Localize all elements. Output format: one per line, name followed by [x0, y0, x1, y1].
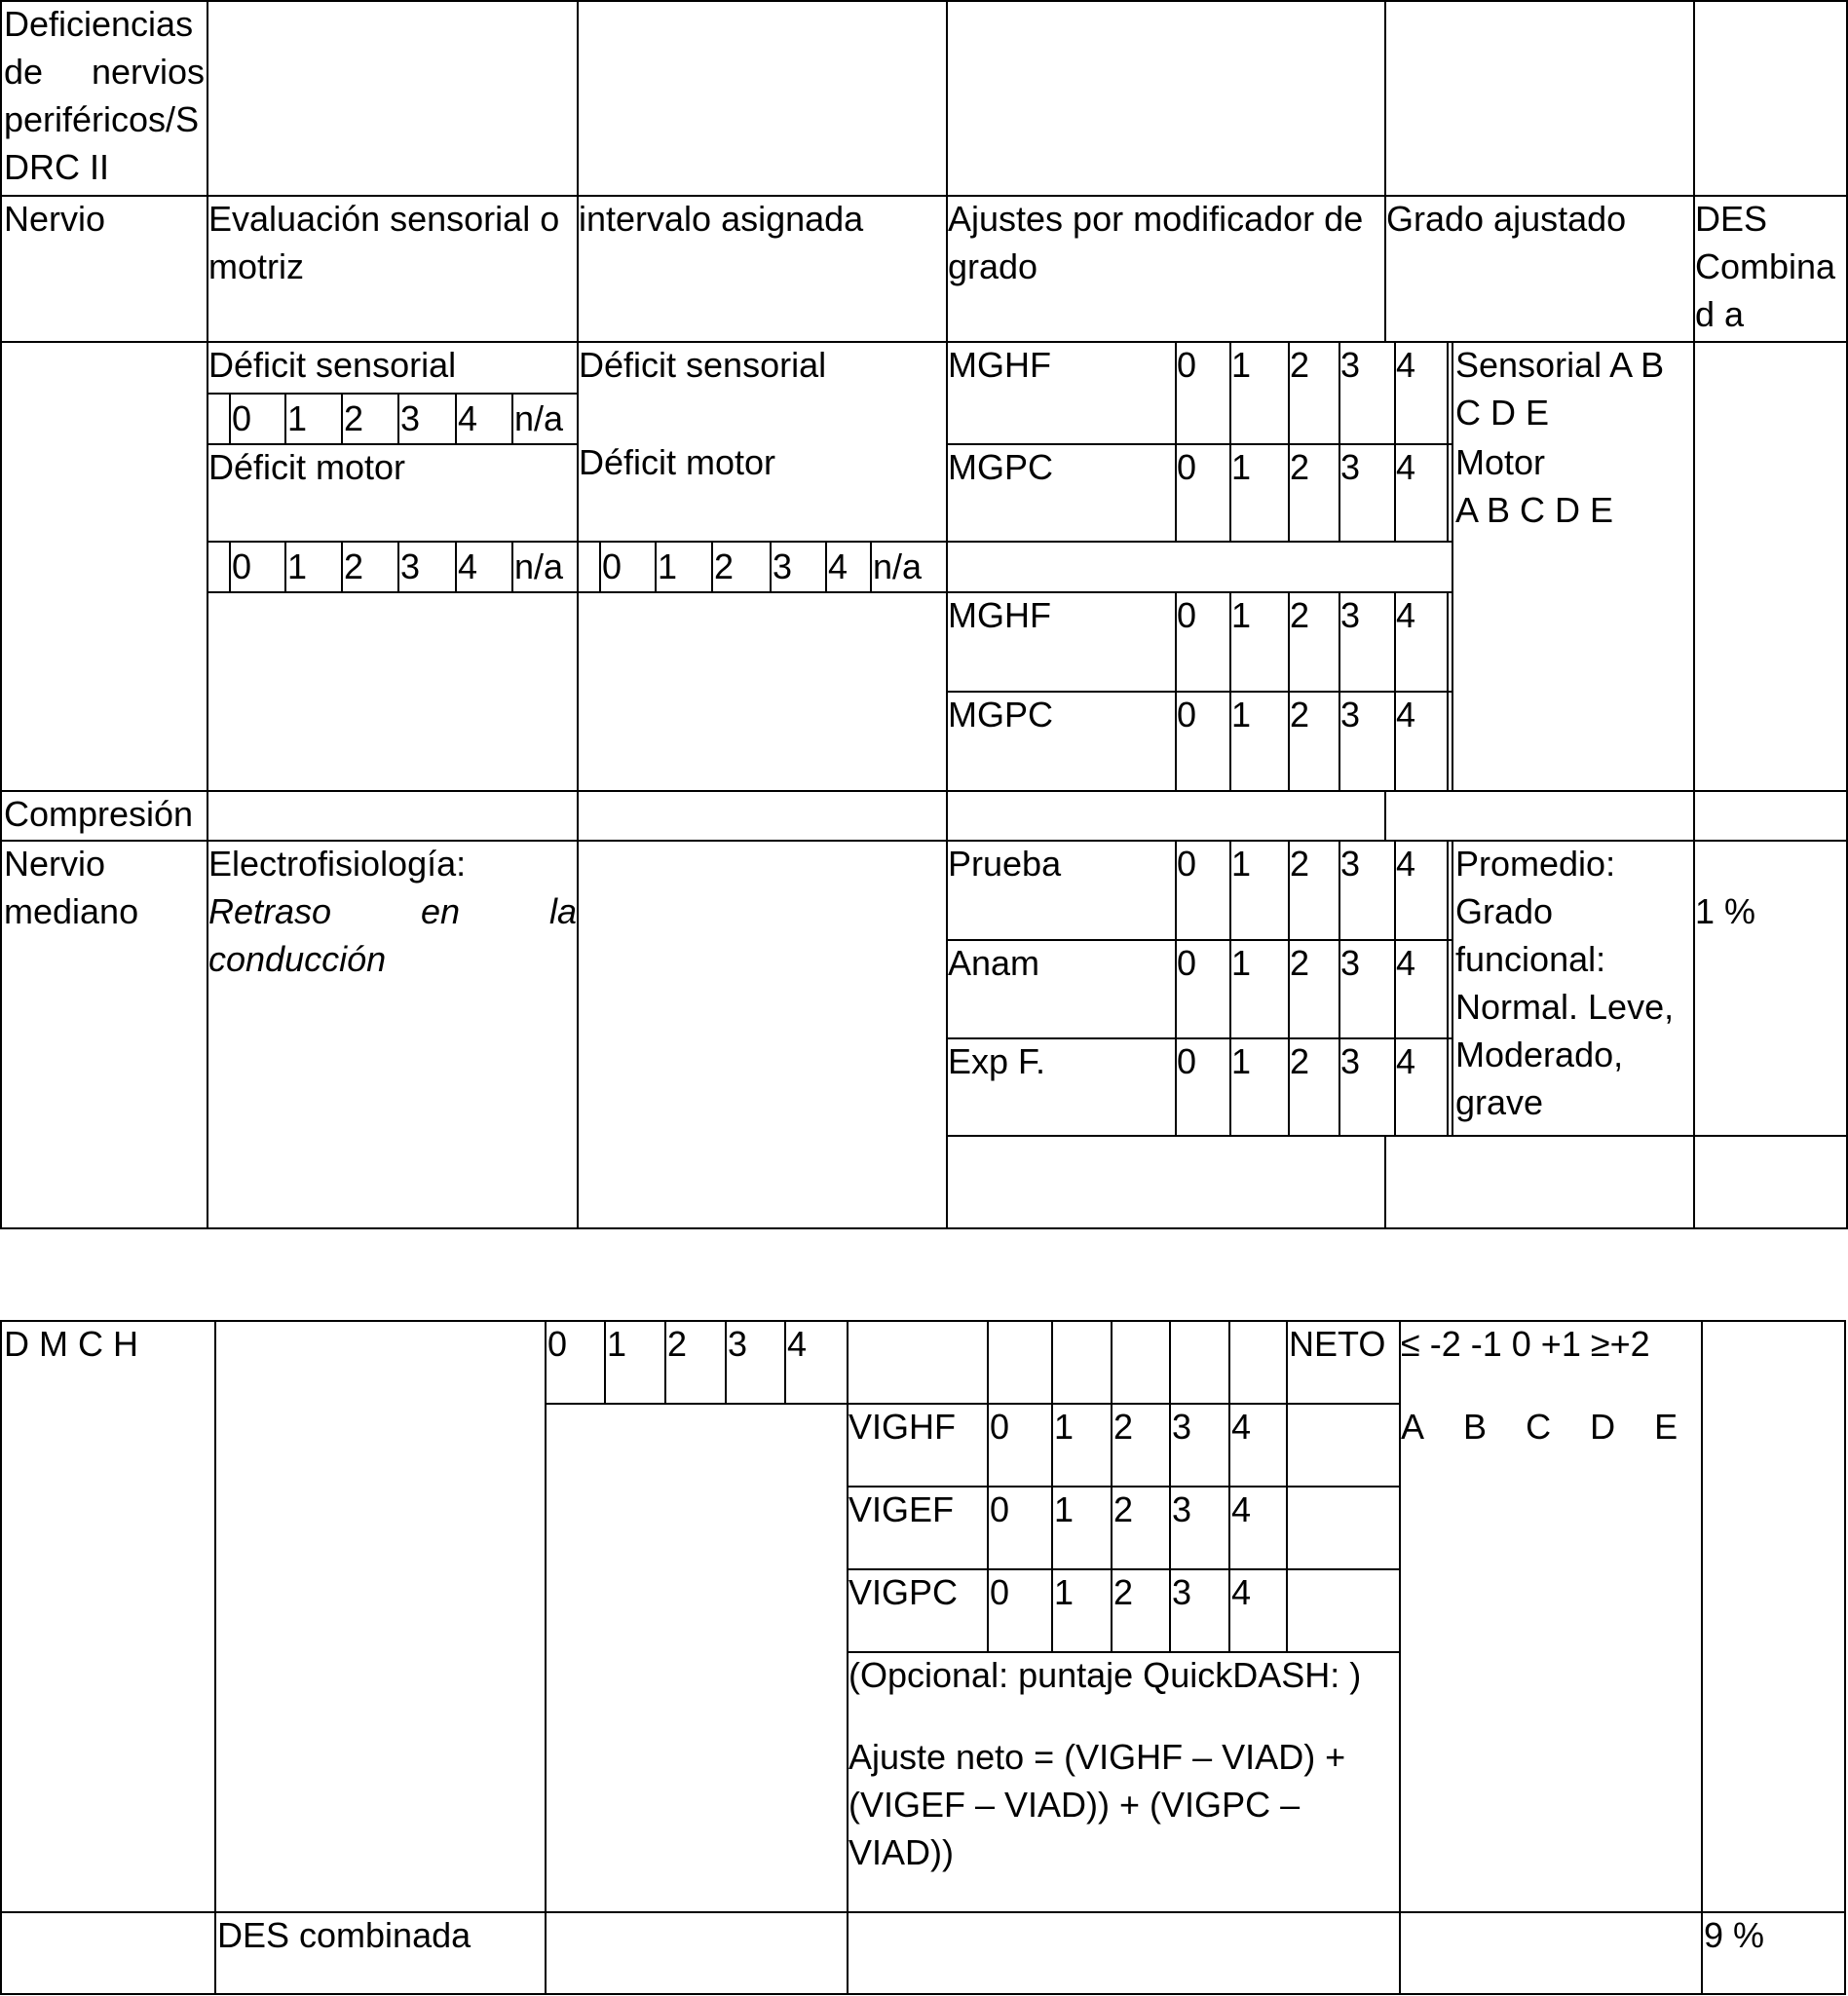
- scale-cell: 2: [1113, 1572, 1134, 1612]
- scale-cell: 2: [1113, 1489, 1134, 1529]
- scale-cell: n/a: [873, 546, 923, 586]
- col-ajustes-header: Ajustes por modificador de grado: [948, 199, 1364, 286]
- scale-cell: 4: [787, 1324, 808, 1364]
- col-nervio-header: Nervio: [4, 199, 106, 239]
- scale-cell: 2: [344, 398, 364, 438]
- scale-cell: 1: [607, 1324, 627, 1364]
- grado-sensorial: Sensorial A B C D E Motor A B C D E: [1455, 345, 1665, 530]
- neto-range: ≤ -2 -1 0 +1 ≥+2: [1401, 1324, 1650, 1364]
- scale-cell: 2: [1290, 447, 1310, 487]
- scale-cell: 3: [1340, 595, 1361, 635]
- scale-cell: 4: [1396, 595, 1416, 635]
- scale-cell: 3: [1340, 695, 1361, 734]
- col-grado-ajustado-header: Grado ajustado: [1386, 199, 1627, 239]
- scale-cell: 1: [658, 546, 678, 586]
- scale-cell: 3: [1340, 844, 1361, 884]
- col-intervalo-header: intervalo asignada: [579, 199, 864, 239]
- des-combinada-value: 9 %: [1704, 1915, 1765, 1955]
- scale-cell: 1: [1231, 345, 1252, 385]
- des-combinada-label: DES combinada: [217, 1915, 471, 1955]
- electrofisiologia: Electrofisiología: Retraso en la conducción: [208, 844, 577, 979]
- scale-cell: 4: [1231, 1572, 1252, 1612]
- scale-cell: 4: [828, 546, 849, 586]
- promedio-grado: Promedio: Grado funcional: Normal. Leve, Moderado, grave: [1455, 844, 1675, 1122]
- col-des-combinada-header: DES Combina d a: [1695, 199, 1836, 334]
- scale-cell: 4: [1396, 943, 1416, 983]
- quickdash-note: (Opcional: puntaje QuickDASH: ): [849, 1655, 1362, 1695]
- test-prueba: Prueba: [948, 844, 1062, 884]
- scale-cell: 3: [1340, 447, 1361, 487]
- vi-row-vighf: VIGHF: [849, 1407, 957, 1447]
- mediano-des-value: 1 %: [1695, 891, 1756, 931]
- scale-cell: 3: [773, 546, 793, 586]
- scale-cell: n/a: [514, 546, 564, 586]
- scale-cell: 2: [1290, 844, 1310, 884]
- modifier-mgpc: MGPC: [948, 695, 1053, 734]
- scale-cell: 4: [1396, 345, 1416, 385]
- deficit-sensorial-label: Déficit sensorial: [208, 345, 457, 385]
- scale-cell: 3: [400, 398, 421, 438]
- scale-cell: 0: [990, 1572, 1010, 1612]
- col-evaluacion-header: Evaluación sensorial o motriz: [208, 199, 560, 286]
- scale-cell: 3: [1340, 345, 1361, 385]
- vi-row-vigef: VIGEF: [849, 1489, 955, 1529]
- modifier-mgpc: MGPC: [948, 447, 1053, 487]
- scale-cell: 2: [667, 1324, 688, 1364]
- scale-cell: 0: [232, 398, 252, 438]
- scale-cell: 0: [1177, 595, 1197, 635]
- scale-cell: 3: [1172, 1572, 1192, 1612]
- neto-label: NETO: [1289, 1324, 1386, 1364]
- scale-cell: 3: [1172, 1489, 1192, 1529]
- scale-cell: 0: [547, 1324, 568, 1364]
- nervio-mediano: Nervio mediano: [4, 844, 139, 931]
- scale-cell: 1: [1231, 695, 1252, 734]
- scale-cell: 3: [1340, 1041, 1361, 1081]
- scale-cell: 1: [287, 546, 308, 586]
- scale-cell: 4: [1396, 844, 1416, 884]
- scale-cell: 0: [602, 546, 622, 586]
- interval-sensorial-label: Déficit sensorial: [579, 345, 827, 385]
- dmch-label: D M C H: [4, 1324, 138, 1364]
- scale-cell: 0: [990, 1489, 1010, 1529]
- scale-cell: 0: [1177, 345, 1197, 385]
- scale-cell: 2: [1290, 595, 1310, 635]
- scale-cell: 3: [1172, 1407, 1192, 1447]
- scale-cell: 2: [1290, 695, 1310, 734]
- scale-cell: 4: [1231, 1489, 1252, 1529]
- scale-cell: 1: [287, 398, 308, 438]
- modifier-mghf: MGHF: [948, 345, 1051, 385]
- scale-cell: 0: [1177, 943, 1197, 983]
- scale-cell: 2: [1290, 345, 1310, 385]
- table-title: Deficiencias de nervios periféricos/S DRC II: [4, 4, 205, 187]
- scale-cell: 4: [1396, 695, 1416, 734]
- scale-cell: 0: [1177, 1041, 1197, 1081]
- scale-cell: 0: [232, 546, 252, 586]
- scale-cell: n/a: [514, 398, 564, 438]
- scale-cell: 1: [1054, 1407, 1075, 1447]
- scale-cell: 4: [1396, 1041, 1416, 1081]
- scale-cell: 1: [1231, 943, 1252, 983]
- interval-motor-label: Déficit motor: [579, 442, 776, 482]
- scale-cell: 1: [1231, 844, 1252, 884]
- scale-cell: 1: [1231, 447, 1252, 487]
- scale-cell: 3: [400, 546, 421, 586]
- scale-cell: 4: [458, 546, 478, 586]
- test-anam: Anam: [948, 943, 1040, 983]
- scale-cell: 1: [1054, 1572, 1075, 1612]
- scale-cell: 2: [1290, 1041, 1310, 1081]
- scale-cell: 2: [714, 546, 735, 586]
- scale-cell: 0: [1177, 695, 1197, 734]
- ajuste-neto-formula: Ajuste neto = (VIGHF – VIAD) + (VIGEF – VIAD)) + (VIGPC – VIAD)): [849, 1737, 1346, 1872]
- scale-cell: 4: [458, 398, 478, 438]
- scale-cell: 2: [1290, 943, 1310, 983]
- scale-cell: 0: [990, 1407, 1010, 1447]
- modifier-mghf: MGHF: [948, 595, 1051, 635]
- scale-cell: 1: [1231, 595, 1252, 635]
- scale-cell: 2: [1113, 1407, 1134, 1447]
- scale-cell: 4: [1396, 447, 1416, 487]
- vi-row-vigpc: VIGPC: [849, 1572, 959, 1612]
- scale-cell: 3: [1340, 943, 1361, 983]
- deficit-motor-label: Déficit motor: [208, 447, 406, 487]
- scale-cell: 1: [1231, 1041, 1252, 1081]
- compresion-label: Compresión: [4, 794, 194, 834]
- scale-cell: 0: [1177, 447, 1197, 487]
- grade-letters: A B C D E: [1401, 1407, 1678, 1447]
- scale-cell: 0: [1177, 844, 1197, 884]
- test-exp-f: Exp F.: [948, 1041, 1046, 1081]
- scale-cell: 1: [1054, 1489, 1075, 1529]
- scale-cell: 3: [728, 1324, 748, 1364]
- scale-cell: 4: [1231, 1407, 1252, 1447]
- scale-cell: 2: [344, 546, 364, 586]
